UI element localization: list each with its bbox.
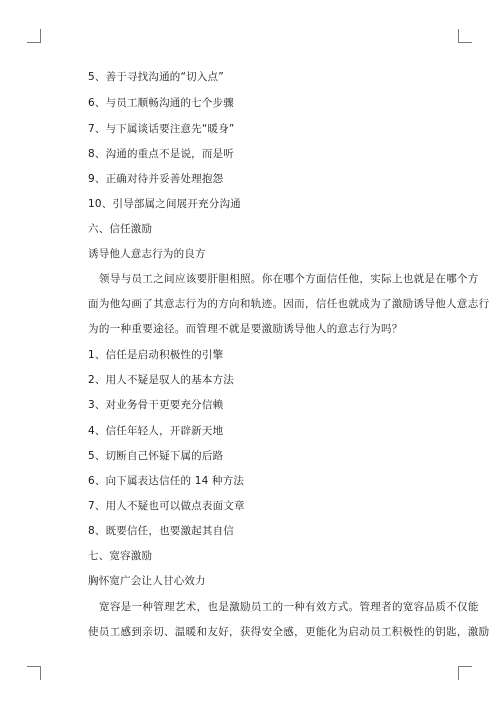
section-subheading: 诱导他人意志行为的良方	[88, 248, 206, 260]
list-item: 3、对业务骨干更要充分信赖	[88, 399, 224, 411]
section-heading: 六、信任激励	[88, 223, 153, 235]
list-item: 8、既要信任，也要激起其自信	[88, 525, 234, 537]
paragraph-line: 面为他勾画了其意志行为的方向和轨迹。因而，信任也就成为了激励诱导他人意志行	[88, 298, 490, 310]
list-item: 6、与员工顺畅沟通的七个步骤	[88, 97, 234, 109]
list-item: 7、与下属谈话要注意先“暖身”	[88, 123, 235, 135]
list-item: 2、用人不疑是驭人的基本方法	[88, 374, 234, 386]
list-item: 6、向下属表达信任的 14 种方法	[88, 475, 245, 487]
paragraph-line: 使员工感到亲切、温暖和友好，获得安全感，更能化为启动员工积极性的钥匙，激励	[88, 626, 490, 638]
list-item: 10、引导部属之间展开充分沟通	[88, 198, 241, 210]
crop-mark-top-right	[458, 29, 472, 43]
section-subheading: 胸怀宽广会让人甘心效力	[88, 575, 206, 587]
list-item: 8、沟通的重点不是说，而是听	[88, 148, 234, 160]
list-item: 5、切断自己怀疑下属的后路	[88, 450, 224, 462]
paragraph-line: 为的一种重要途径。而管理不就是要激励诱导他人的意志行为吗？	[88, 323, 403, 335]
list-item: 1、信任是启动积极性的引擎	[88, 349, 224, 361]
list-item: 4、信任年轻人，开辟新天地	[88, 425, 224, 437]
paragraph-line: 领导与员工之间应该要肝胆相照。你在哪个方面信任他，实际上也就是在哪个方	[99, 273, 479, 285]
crop-mark-bottom-right	[458, 666, 472, 680]
crop-mark-bottom-left	[27, 666, 41, 680]
paragraph-line: 宽容是一种管理艺术，也是激励员工的一种有效方式。管理者的宽容品质不仅能	[99, 601, 479, 613]
list-item: 5、善于寻找沟通的“切入点”	[88, 71, 224, 83]
list-item: 9、正确对待并妥善处理抱怨	[88, 173, 224, 185]
list-item: 7、用人不疑也可以做点表面文章	[88, 500, 245, 512]
section-heading: 七、宽容激励	[88, 550, 153, 562]
crop-mark-top-left	[27, 29, 41, 43]
